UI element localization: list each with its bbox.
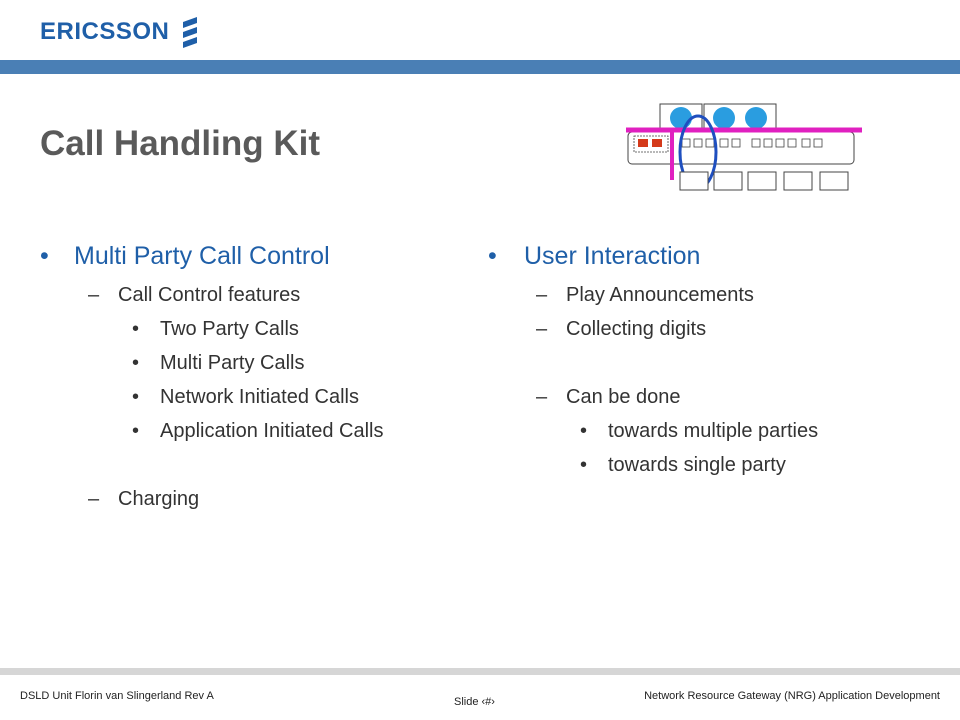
right-subitem-row	[580, 454, 786, 477]
right-heading: User Interaction	[524, 242, 701, 270]
slide-number: Slide ‹#›	[454, 696, 495, 708]
right-subitem: towards single party	[608, 454, 786, 476]
dash-icon: –	[88, 284, 100, 306]
dash-icon: –	[88, 488, 100, 510]
right-item-row	[536, 386, 681, 409]
bullet-icon: •	[580, 454, 588, 476]
header-bar	[0, 60, 960, 74]
right-heading-row	[488, 242, 700, 271]
diagram-bottom-boxes	[680, 172, 848, 190]
bullet-icon: •	[488, 242, 497, 270]
dash-icon: –	[536, 318, 548, 340]
left-item-row	[88, 488, 199, 511]
footer-bar	[0, 668, 960, 675]
footer-right: Network Resource Gateway (NRG) Application Development	[644, 690, 940, 702]
left-subitem-row	[132, 420, 383, 443]
left-item-label: Charging	[118, 488, 200, 510]
right-item-label: Collecting digits	[566, 318, 707, 340]
dash-icon: –	[536, 386, 548, 408]
bullet-icon: •	[132, 386, 140, 408]
left-subitem: Multi Party Calls	[160, 352, 305, 374]
right-item-row	[536, 284, 754, 307]
footer-left: DSLD Unit Florin van Slingerland Rev A	[20, 690, 214, 702]
bullet-icon: •	[580, 420, 588, 442]
right-item-row	[536, 318, 706, 341]
left-heading: Multi Party Call Control	[74, 242, 330, 270]
diagram-node-3	[745, 107, 767, 129]
left-subitem: Network Initiated Calls	[160, 386, 359, 408]
left-heading-row	[40, 242, 330, 271]
ericsson-mark-icon	[179, 16, 201, 48]
left-subitem: Two Party Calls	[160, 318, 299, 340]
bullet-icon: •	[132, 352, 140, 374]
right-subitem-row	[580, 420, 818, 443]
left-item-label: Call Control features	[118, 284, 301, 306]
architecture-diagram	[620, 100, 870, 192]
left-subitem: Application Initiated Calls	[160, 420, 384, 442]
diagram-node-2	[713, 107, 735, 129]
left-subitem-row	[132, 318, 299, 341]
bullet-icon: •	[40, 242, 49, 270]
left-subitem-row	[132, 352, 304, 375]
slide-title: Call Handling Kit	[40, 124, 320, 163]
left-item-row	[88, 284, 300, 307]
bullet-icon: •	[132, 420, 140, 442]
right-subitem: towards multiple parties	[608, 420, 819, 442]
diagram-node-1	[670, 107, 692, 129]
right-item-label: Play Announcements	[566, 284, 754, 306]
ericsson-logo	[40, 12, 201, 52]
right-item-label: Can be done	[566, 386, 681, 408]
left-subitem-row	[132, 386, 359, 409]
logo-text: ERICSSON	[40, 18, 170, 45]
dash-icon: –	[536, 284, 548, 306]
bullet-icon: •	[132, 318, 140, 340]
